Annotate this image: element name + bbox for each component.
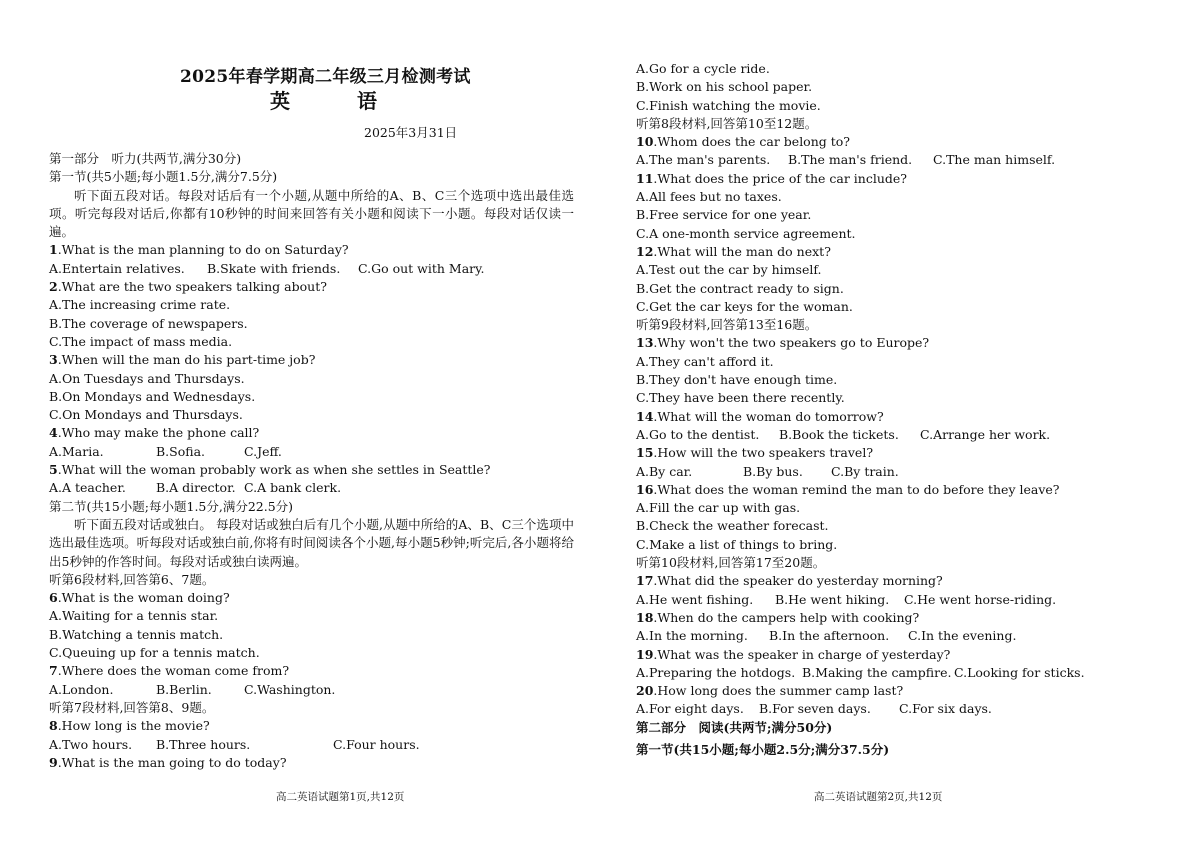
- question-9: [49, 754, 574, 772]
- option-c[interactable]: C.They have been there recently.: [636, 390, 845, 406]
- option-b[interactable]: B.For seven days.: [759, 701, 871, 717]
- part2-section1-heading: 第一节(共15小题;每小题2.5分;满分37.5分): [636, 741, 890, 757]
- question-20-options: [636, 700, 1186, 718]
- question-12: [636, 243, 1186, 261]
- option-c[interactable]: C.A bank clerk.: [244, 480, 342, 496]
- part2-heading: 第二部分 阅读(共两节;满分50分): [636, 719, 833, 735]
- question-number: 5: [49, 462, 58, 478]
- question-number: 10: [636, 134, 654, 150]
- question-number: 4: [49, 425, 58, 441]
- option-c[interactable]: C.The impact of mass media.: [49, 333, 233, 349]
- question-11: [636, 170, 1186, 188]
- question-3: [49, 351, 574, 369]
- section2-heading: 第二节(共15小题;每小题1.5分,满分22.5分): [49, 498, 294, 514]
- option-b[interactable]: B.Three hours.: [156, 736, 251, 752]
- question-number: 12: [636, 243, 654, 259]
- question-number: 1: [49, 242, 58, 258]
- question-17: [636, 572, 1186, 590]
- option-a[interactable]: A.They can't afford it.: [636, 353, 774, 369]
- question-number: 13: [636, 335, 654, 351]
- question-number: 17: [636, 573, 654, 589]
- question-4-options: [49, 443, 574, 461]
- question-number: 14: [636, 408, 654, 424]
- option-c[interactable]: C.For six days.: [899, 701, 992, 717]
- option-c[interactable]: C.On Mondays and Thursdays.: [49, 407, 243, 423]
- option-c[interactable]: C.Queuing up for a tennis match.: [49, 645, 260, 661]
- material-9-instruction: 听第9段材料,回答第13至16题。: [636, 317, 818, 333]
- question-text: .Where does the woman come from?: [57, 663, 290, 679]
- question-4: [49, 424, 574, 442]
- option-a[interactable]: A.In the morning.: [636, 628, 748, 644]
- question-text: .What will the woman do tomorrow?: [653, 408, 884, 424]
- question-8: [49, 717, 574, 735]
- question-19: [636, 646, 1186, 664]
- question-1: [49, 241, 574, 259]
- question-text: .What are the two speakers talking about?: [57, 279, 327, 295]
- material-7-instruction: 听第7段材料,回答第8、9题。: [49, 699, 215, 715]
- question-text: .How long does the summer camp last?: [653, 683, 904, 699]
- option-a[interactable]: A.Entertain relatives.: [49, 260, 185, 276]
- page-footer: 高二英语试题第2页,共12页: [814, 791, 943, 803]
- question-text: .What is the man going to do today?: [57, 754, 287, 770]
- part1-heading: 第一部分 听力(共两节,满分30分): [49, 151, 242, 166]
- question-number: 6: [49, 590, 58, 606]
- page-1-content: [49, 150, 574, 772]
- option-a[interactable]: A.Maria.: [49, 443, 104, 459]
- option-b[interactable]: B.He went hiking.: [775, 591, 890, 607]
- option-c[interactable]: C.Go out with Mary.: [358, 260, 485, 276]
- option-c[interactable]: C.Make a list of things to bring.: [636, 536, 838, 552]
- option-a[interactable]: A.Go to the dentist.: [636, 426, 760, 442]
- question-14-options: [636, 426, 1186, 444]
- question-text: .What will the man do next?: [653, 243, 831, 259]
- question-text: .How will the two speakers travel?: [653, 445, 874, 461]
- question-5-options: [49, 479, 574, 497]
- option-b[interactable]: B.Skate with friends.: [207, 260, 341, 276]
- question-6: [49, 589, 574, 607]
- question-number: 16: [636, 481, 654, 497]
- option-a[interactable]: A.He went fishing.: [636, 591, 754, 607]
- option-b[interactable]: B.Watching a tennis match.: [49, 626, 224, 642]
- option-a[interactable]: A.All fees but no taxes.: [636, 189, 782, 205]
- option-a[interactable]: A.By car.: [636, 463, 693, 479]
- question-number: 11: [636, 170, 654, 186]
- question-number: 8: [49, 718, 58, 734]
- question-text: .What does the woman remind the man to do before they leave?: [653, 481, 1060, 497]
- option-c[interactable]: C.Four hours.: [333, 736, 420, 752]
- option-b[interactable]: B.Sofia.: [156, 443, 206, 459]
- question-14: [636, 408, 1186, 426]
- option-c[interactable]: C.By train.: [831, 463, 899, 479]
- option-a[interactable]: A.Two hours.: [49, 736, 133, 752]
- question-16: [636, 481, 1186, 499]
- question-number: 9: [49, 754, 58, 770]
- material-6-instruction: 听第6段材料,回答第6、7题。: [49, 571, 215, 587]
- option-b[interactable]: B.Work on his school paper.: [636, 79, 813, 95]
- option-b[interactable]: B.By bus.: [743, 463, 803, 479]
- option-b[interactable]: B.On Mondays and Wednesdays.: [49, 388, 256, 404]
- option-a[interactable]: A.Fill the car up with gas.: [636, 500, 801, 516]
- option-b[interactable]: B.A director.: [156, 480, 236, 496]
- question-10-options: [636, 151, 1186, 169]
- option-a[interactable]: A.A teacher.: [49, 480, 126, 496]
- section2-directions: 听下面五段对话或独白。 每段对话或独白后有几个小题,从题中所给的A、B、C三个选项中选出最佳选项。听每段对话或独白前,你将有时间阅读各个小题,每小题5秒钟;听完后,各小题将给出5秒钟的作答时间。每段对话或独白读两遍。: [49, 516, 574, 569]
- option-c[interactable]: C.Washington.: [244, 681, 336, 697]
- question-15-options: [636, 463, 1186, 481]
- question-7: [49, 662, 574, 680]
- question-number: 18: [636, 609, 654, 625]
- question-text: .How long is the movie?: [57, 718, 210, 734]
- section1-heading: 第一节(共5小题;每小题1.5分,满分7.5分): [49, 169, 278, 185]
- option-b[interactable]: B.Check the weather forecast.: [636, 518, 829, 534]
- question-7-options: [49, 681, 574, 699]
- question-1-options: [49, 260, 574, 278]
- option-a[interactable]: A.Waiting for a tennis star.: [49, 608, 219, 624]
- question-text: .What will the woman probably work as when she settles in Seattle?: [57, 462, 491, 478]
- subject-title: 英 语: [270, 89, 407, 113]
- option-a[interactable]: A.For eight days.: [636, 701, 744, 717]
- page-footer: 高二英语试题第1页,共12页: [276, 791, 405, 803]
- question-text: .What was the speaker in charge of yesterday?: [653, 646, 951, 662]
- option-c[interactable]: C.Jeff.: [244, 443, 282, 459]
- question-text: .When do the campers help with cooking?: [653, 609, 920, 625]
- question-17-options: [636, 591, 1186, 609]
- option-c[interactable]: C.Looking for sticks.: [954, 664, 1085, 680]
- question-text: .Who may make the phone call?: [57, 425, 260, 441]
- option-c[interactable]: C.He went horse-riding.: [904, 591, 1057, 607]
- option-c[interactable]: C.In the evening.: [908, 628, 1017, 644]
- material-10-instruction: 听第10段材料,回答第17至20题。: [636, 555, 826, 571]
- option-b[interactable]: B.Book the tickets.: [779, 426, 899, 442]
- question-13: [636, 334, 1186, 352]
- question-15: [636, 444, 1186, 462]
- question-2: [49, 278, 574, 296]
- question-8-options: [49, 736, 574, 754]
- exam-title: 2025年春学期高二年级三月检测考试: [180, 67, 471, 87]
- option-b[interactable]: B.Berlin.: [156, 681, 212, 697]
- option-a[interactable]: A.On Tuesdays and Thursdays.: [49, 370, 245, 386]
- option-b[interactable]: B.The man's friend.: [788, 152, 913, 168]
- question-text: .What did the speaker do yesterday morning?: [653, 573, 943, 589]
- option-b[interactable]: B.Get the contract ready to sign.: [636, 280, 844, 296]
- option-c[interactable]: C.Get the car keys for the woman.: [636, 298, 853, 314]
- question-20: [636, 682, 1186, 700]
- question-number: 19: [636, 646, 654, 662]
- question-text: .What is the man planning to do on Saturday?: [57, 242, 349, 258]
- option-b[interactable]: B.In the afternoon.: [769, 628, 890, 644]
- question-number: 20: [636, 683, 654, 699]
- question-text: .Whom does the car belong to?: [653, 134, 850, 150]
- material-8-instruction: 听第8段材料,回答第10至12题。: [636, 115, 818, 131]
- option-a[interactable]: A.The increasing crime rate.: [49, 297, 231, 313]
- question-19-options: [636, 664, 1186, 682]
- option-a[interactable]: A.Test out the car by himself.: [636, 262, 822, 278]
- option-b[interactable]: B.Making the campfire.: [802, 664, 952, 680]
- question-number: 3: [49, 352, 58, 368]
- option-a[interactable]: A.London.: [49, 681, 114, 697]
- option-c[interactable]: C.The man himself.: [933, 152, 1056, 168]
- question-18: [636, 609, 1186, 627]
- question-text: .When will the man do his part-time job?: [57, 352, 316, 368]
- option-a[interactable]: A.The man's parents.: [636, 152, 771, 168]
- question-18-options: [636, 627, 1186, 645]
- question-number: 2: [49, 279, 58, 295]
- question-number: 7: [49, 663, 58, 679]
- question-text: .What does the price of the car include?: [653, 170, 908, 186]
- option-a[interactable]: A.Preparing the hotdogs.: [636, 664, 796, 680]
- option-b[interactable]: B.Free service for one year.: [636, 207, 812, 223]
- option-b[interactable]: B.The coverage of newspapers.: [49, 315, 248, 331]
- option-a[interactable]: A.Go for a cycle ride.: [636, 61, 770, 76]
- question-10: [636, 133, 1186, 151]
- page-2: [600, 0, 1200, 847]
- question-5: [49, 461, 574, 479]
- page-2-content: [636, 60, 1186, 759]
- option-c[interactable]: C.A one-month service agreement.: [636, 225, 856, 241]
- question-text: .What is the woman doing?: [57, 590, 230, 606]
- question-number: 15: [636, 445, 654, 461]
- question-text: .Why won't the two speakers go to Europe?: [653, 335, 930, 351]
- exam-date: 2025年3月31日: [364, 125, 458, 140]
- option-c[interactable]: C.Arrange her work.: [920, 426, 1051, 442]
- option-b[interactable]: B.They don't have enough time.: [636, 372, 838, 388]
- option-c[interactable]: C.Finish watching the movie.: [636, 97, 821, 113]
- section1-directions: 听下面五段对话。每段对话后有一个小题,从题中所给的A、B、C三个选项中选出最佳选项。听完每段对话后,你都有10秒钟的时间来回答有关小题和阅读下一小题。每段对话仅读一遍。: [49, 187, 574, 240]
